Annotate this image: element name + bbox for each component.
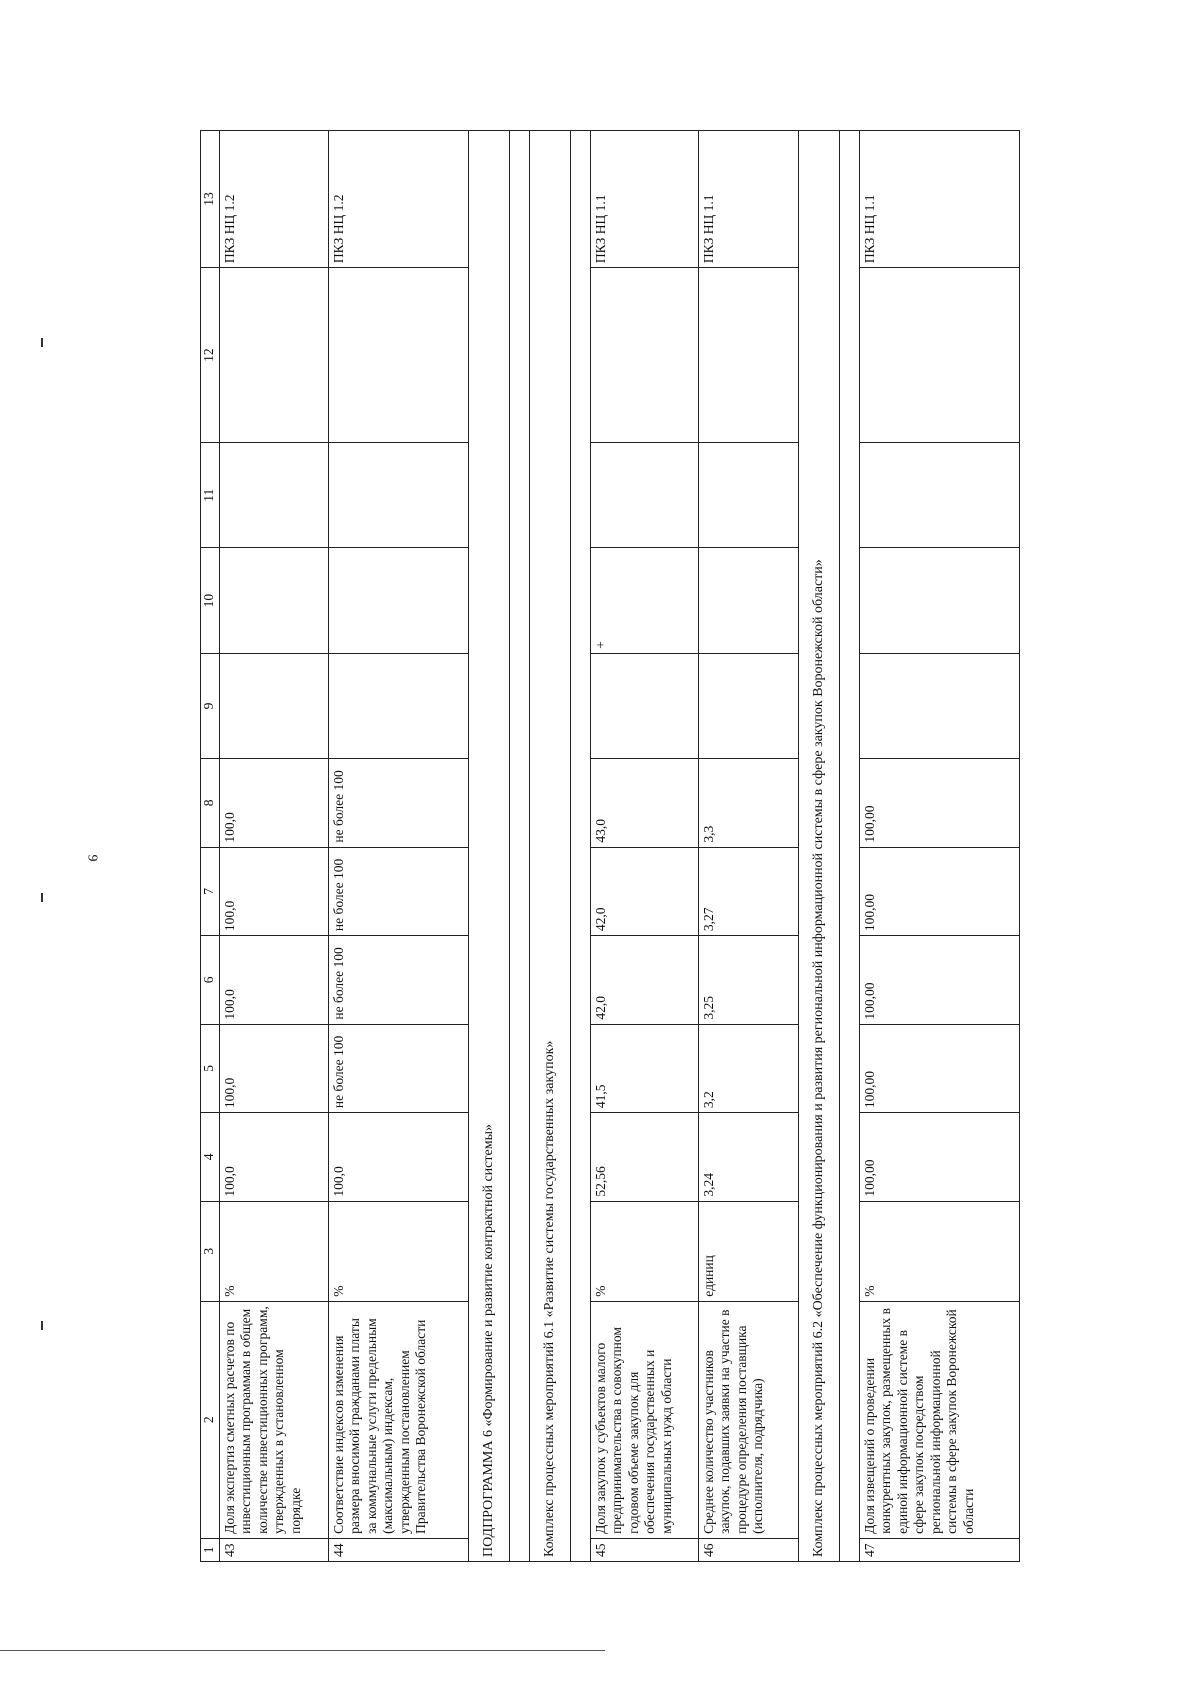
value-cell: 100,0 (220, 847, 329, 936)
page-number: 9 (84, 854, 100, 862)
value-cell: 43,0 (591, 759, 699, 848)
value-cell (220, 653, 329, 758)
col-header: 9 (201, 653, 220, 758)
indicator-name: Доля экспертиз сметных расчетов по инвестиционным программам в общем количестве инвестиционных программ, утвержденных в установленном порядке (220, 1301, 329, 1538)
scan-mark (41, 338, 43, 347)
value-cell: 100,00 (860, 1024, 1020, 1113)
col-header: 5 (201, 1024, 220, 1113)
subprogram-heading: ПОДПРОГРАММА 6 «Формирование и развитие контрактной системы» (469, 131, 510, 1562)
row-number: 46 (699, 1538, 799, 1561)
section-row (469, 131, 510, 1562)
program-code: ПКЗ НЦ 1.1 (699, 131, 799, 268)
value-cell: 3,2 (699, 1024, 799, 1113)
spacer-row (510, 131, 530, 1562)
value-cell: 100,00 (860, 1113, 1020, 1202)
header-row (201, 131, 220, 1562)
value-cell (591, 268, 699, 443)
value-cell: 41,5 (591, 1024, 699, 1113)
process-complex-heading: Комплекс процессных мероприятий 6.1 «Развитие системы государственных закупок» (530, 131, 571, 1562)
scan-edge-line (0, 1650, 605, 1651)
indicators-table (200, 130, 1020, 1562)
value-cell: 100,0 (220, 1113, 329, 1202)
col-header: 7 (201, 847, 220, 936)
table-row (591, 131, 699, 1562)
value-cell: 3,24 (699, 1113, 799, 1202)
spacer-row (571, 131, 591, 1562)
unit: % (329, 1201, 469, 1301)
indicator-name: Среднее количество участников закупок, подавших заявки на участие в процедуре определения поставщика (исполнителя, подрядчика) (699, 1301, 799, 1538)
value-cell: 100,00 (860, 847, 1020, 936)
col-header: 13 (201, 131, 220, 268)
table-row (860, 131, 1020, 1562)
value-cell: 100,00 (860, 936, 1020, 1025)
row-number: 45 (591, 1538, 699, 1561)
row-number: 44 (329, 1538, 469, 1561)
value-cell: 3,27 (699, 847, 799, 936)
value-cell (699, 443, 799, 548)
row-number: 43 (220, 1538, 329, 1561)
program-code: ПКЗ НЦ 1.2 (329, 131, 469, 268)
spacer-row (840, 131, 860, 1562)
col-header: 12 (201, 268, 220, 443)
value-cell (329, 268, 469, 443)
unit: единиц (699, 1201, 799, 1301)
value-cell: не более 100 (329, 936, 469, 1025)
value-cell (329, 653, 469, 758)
value-cell: не более 100 (329, 759, 469, 848)
program-code: ПКЗ НЦ 1.2 (220, 131, 329, 268)
col-header: 2 (201, 1301, 220, 1538)
value-cell (860, 443, 1020, 548)
section-row (530, 131, 571, 1562)
value-cell (329, 548, 469, 653)
value-cell: не более 100 (329, 847, 469, 936)
value-cell: 42,0 (591, 847, 699, 936)
value-cell (699, 653, 799, 758)
program-code: ПКЗ НЦ 1.1 (860, 131, 1020, 268)
value-cell: 3,3 (699, 759, 799, 848)
col-header: 1 (201, 1538, 220, 1561)
value-cell: 3,25 (699, 936, 799, 1025)
value-cell (699, 268, 799, 443)
value-cell (220, 548, 329, 653)
rotated-table-container (200, 130, 1055, 1562)
value-cell (591, 443, 699, 548)
value-cell: + (591, 548, 699, 653)
value-cell: не более 100 (329, 1024, 469, 1113)
process-complex-heading: Комплекс процессных мероприятий 6.2 «Обеспечение функционирования и развития региональной информационной системы в сфере закупок Воронежской области» (799, 131, 840, 1562)
value-cell: 100,0 (220, 1024, 329, 1113)
value-cell: 100,0 (220, 936, 329, 1025)
value-cell (860, 548, 1020, 653)
unit: % (220, 1201, 329, 1301)
col-header: 3 (201, 1201, 220, 1301)
value-cell (220, 268, 329, 443)
col-header: 11 (201, 443, 220, 548)
col-header: 10 (201, 548, 220, 653)
value-cell: 42,0 (591, 936, 699, 1025)
value-cell: 100,00 (860, 759, 1020, 848)
indicator-name: Доля извещений о проведении конкурентных закупок, размещенных в единой информационной системе в сфере закупок посредством региональной информационной системы в сфере закупок Воронежской области (860, 1301, 1020, 1538)
value-cell: 100,0 (220, 759, 329, 848)
scan-mark (41, 1321, 43, 1330)
value-cell (860, 268, 1020, 443)
indicator-name: Доля закупок у субъектов малого предпринимательства в совокупном годовом объеме закупок для обеспечения государственных и муниципальных нужд области (591, 1301, 699, 1538)
value-cell: 52,56 (591, 1113, 699, 1202)
col-header: 8 (201, 759, 220, 848)
row-number: 47 (860, 1538, 1020, 1561)
value-cell (329, 443, 469, 548)
col-header: 4 (201, 1113, 220, 1202)
unit: % (591, 1201, 699, 1301)
value-cell (699, 548, 799, 653)
section-row (799, 131, 840, 1562)
value-cell: 100,0 (329, 1113, 469, 1202)
unit: % (860, 1201, 1020, 1301)
value-cell (220, 443, 329, 548)
indicator-name: Соответствие индексов изменения размера вносимой гражданами платы за коммунальные услуги предельным (максимальным) индексам, утвержденным постановлением Правительства Воронежской области (329, 1301, 469, 1538)
table-row (220, 131, 329, 1562)
table-row (699, 131, 799, 1562)
program-code: ПКЗ НЦ 1.1 (591, 131, 699, 268)
table-row (329, 131, 469, 1562)
col-header: 6 (201, 936, 220, 1025)
value-cell (860, 653, 1020, 758)
scan-mark (41, 893, 43, 902)
value-cell (591, 653, 699, 758)
